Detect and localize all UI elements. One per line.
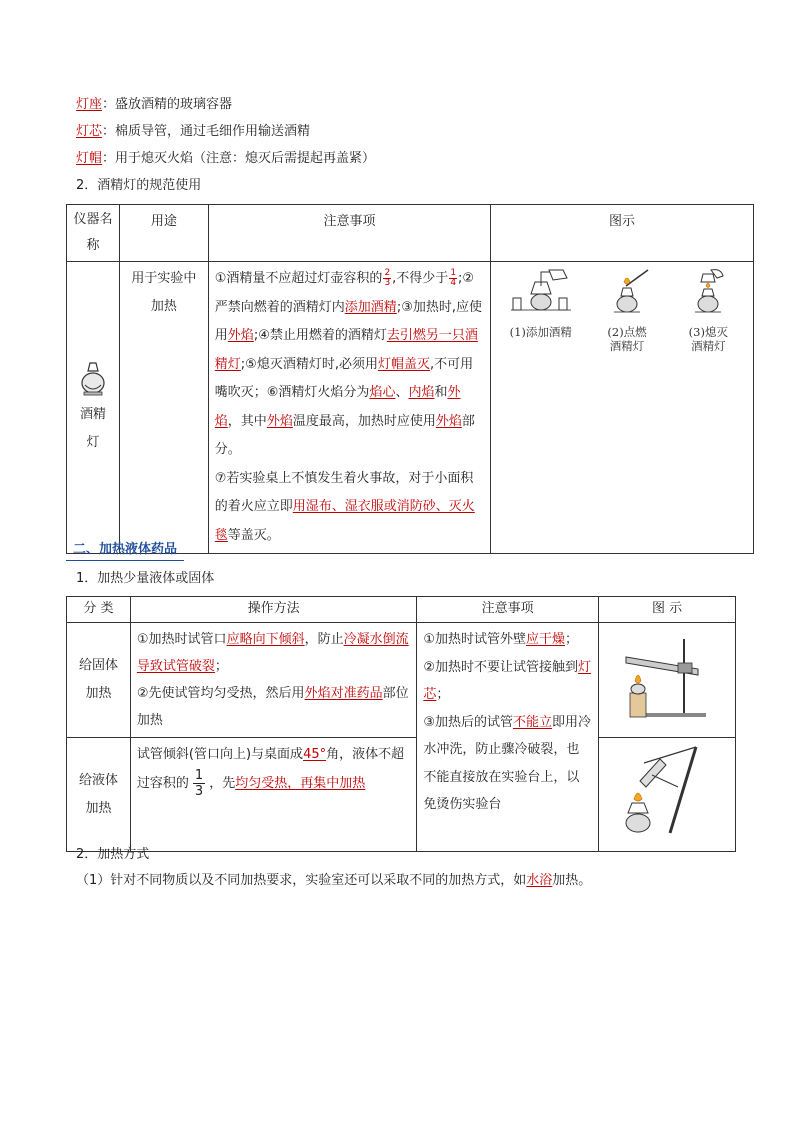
fraction-one-third: $\frac{1}{3}$ [194, 768, 204, 799]
term-cap: 灯帽 [76, 151, 103, 166]
instrument-name-line2: 灯 [86, 434, 100, 450]
subsection-1-title: 1．加热少量液体或固体 [76, 571, 215, 586]
fraction-one-quarter: $\frac{1}{4}$ [450, 268, 457, 288]
subsection-2-title: 2．加热方式 [76, 847, 150, 862]
instrument-cell [67, 262, 120, 554]
light-lamp-figure: (2)点燃 酒精灯 [596, 268, 658, 353]
header-use: 用途 [119, 205, 208, 262]
heating-liquid-apparatus-icon [612, 741, 722, 837]
header-notes: 注意事项 [208, 205, 490, 262]
add-alcohol-figure: (1)添加酒精 [505, 268, 577, 353]
section-heading: 二、加热液体药品 [73, 542, 178, 557]
intro-cap: 灯帽：用于熄灭火焰（注意：熄灭后需提起再盖紧） [76, 151, 376, 166]
intro-wick: 灯芯：棉质导管，通过毛细作用输送酒精 [76, 124, 311, 139]
term-lamp-base: 灯座 [76, 97, 103, 112]
heating-solid-apparatus-icon [612, 629, 722, 721]
header-instrument-name: 仪器名称 [67, 205, 120, 262]
term-wick: 灯芯 [76, 124, 103, 139]
liquid-heating-method: 试管倾斜(管口向上)与桌面成45°角，液体不超过容积的 $\frac{1}{3}$ ，先均匀受热，再集中加热 [130, 738, 416, 852]
header-category: 分 类 [67, 597, 131, 623]
lighting-lamp-icon [596, 268, 658, 314]
adding-alcohol-icon [505, 268, 577, 314]
heating-methods-text: （1）针对不同物质以及不同加热要求，实验室还可以采取不同的加热方式，如水浴加热。 [76, 873, 592, 888]
liquid-heating-figure [599, 738, 736, 852]
instrument-name-line1: 酒精 [79, 406, 106, 422]
header-illustration: 图 示 [599, 597, 736, 623]
heating-notes-cell: ①加热时试管外壁应干燥； ②加热时不要让试管接触到灯芯； ③加热后的试管不能立即用冷水冲洗，防止骤冷破裂，也不能直接放在实验台上，以免烫伤实验台 [417, 623, 599, 852]
use-cell: 用于实验中 加热 [119, 262, 208, 554]
alcohol-lamp-table [66, 204, 754, 554]
liquid-heating-label: 给液体 加热 [67, 738, 131, 852]
solid-heating-figure [599, 623, 736, 738]
heating-table [66, 596, 736, 852]
header-method: 操作方法 [130, 597, 416, 623]
notes-cell: ①酒精量不应超过灯壶容积的 $\frac{2}{3}$ ,不得少于 $\frac{1}{4}$ ;②严禁向燃着的酒精灯内添加酒精;③加热时,应使用外焰;④禁止用燃着的酒精灯去引燃另一只酒精灯;⑤熄灭酒精灯时,必须用灯帽盖灭,不可用嘴吹灭；⑥酒精灯火焰分为焰心、内焰和外焰，其中外焰温度最高，加热时应使用外焰部分。 ⑦若实验桌上不慎发生着火事故，对于小面积的着火应立即用湿布、湿衣服或消防砂、灭火毯等盖灭。 [208, 262, 490, 554]
solid-heating-method: ①加热时试管口应略向下倾斜，防止冷凝水倒流导致试管破裂； ②先使试管均匀受热，然后用外焰对准药品部位加热 [130, 623, 416, 738]
illustration-cell [491, 262, 754, 554]
section-heading-rule [66, 560, 184, 561]
fraction-two-thirds: $\frac{2}{3}$ [384, 268, 391, 288]
alcohol-lamp-icon [79, 359, 107, 397]
extinguishing-lamp-icon [677, 268, 739, 314]
extinguish-lamp-figure: (3)熄灭 酒精灯 [677, 268, 739, 353]
header-notes: 注意事项 [417, 597, 599, 623]
solid-heating-label: 给固体 加热 [67, 623, 131, 738]
section-2-title: 2．酒精灯的规范使用 [76, 178, 202, 193]
intro-lamp-base: 灯座：盛放酒精的玻璃容器 [76, 97, 233, 112]
header-illustration: 图示 [491, 205, 754, 262]
